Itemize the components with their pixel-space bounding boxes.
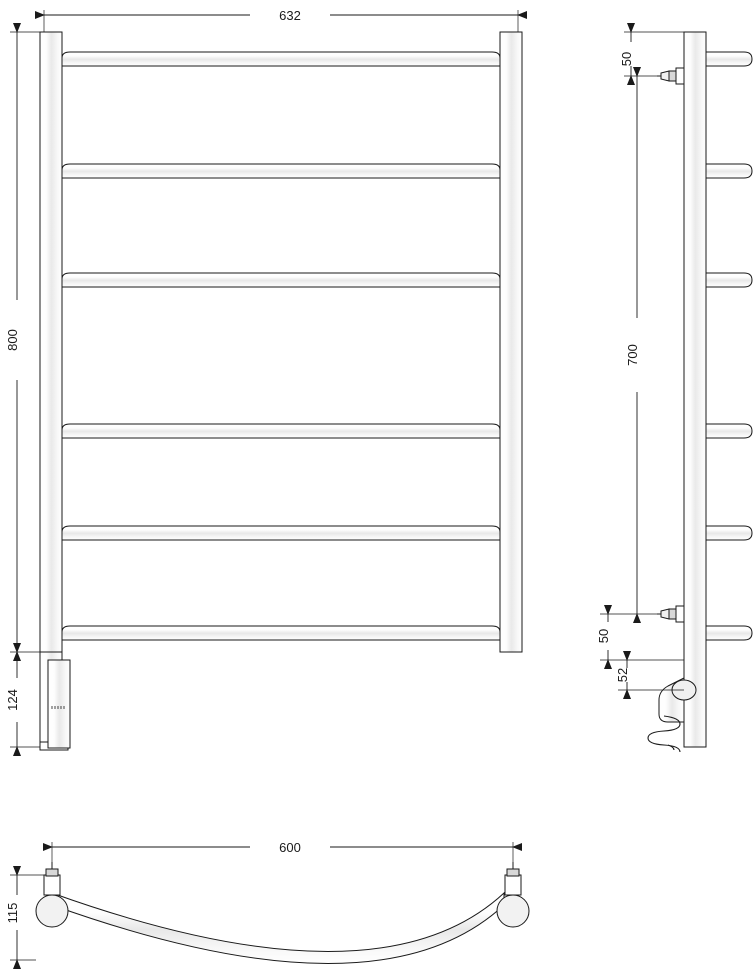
dimension-label-52: 52 [615,667,630,683]
dimension-label-115: 115 [5,902,20,924]
bottom-fitting [657,606,684,622]
dimension-label-50-top: 50 [619,51,634,67]
dimension-label-800: 800 [5,329,20,351]
side-view [600,32,752,752]
dimension-label-600: 600 [279,840,301,855]
dimension-label-700: 700 [625,344,640,366]
dimension-label-124: 124 [5,689,20,711]
dimension-label-50-bottom: 50 [596,628,611,644]
top-view [10,842,529,964]
dimension-label-632: 632 [279,8,301,23]
rungs [62,52,500,640]
side-rung-stubs [706,52,752,640]
top-fitting [657,68,684,84]
front-view [10,10,522,750]
